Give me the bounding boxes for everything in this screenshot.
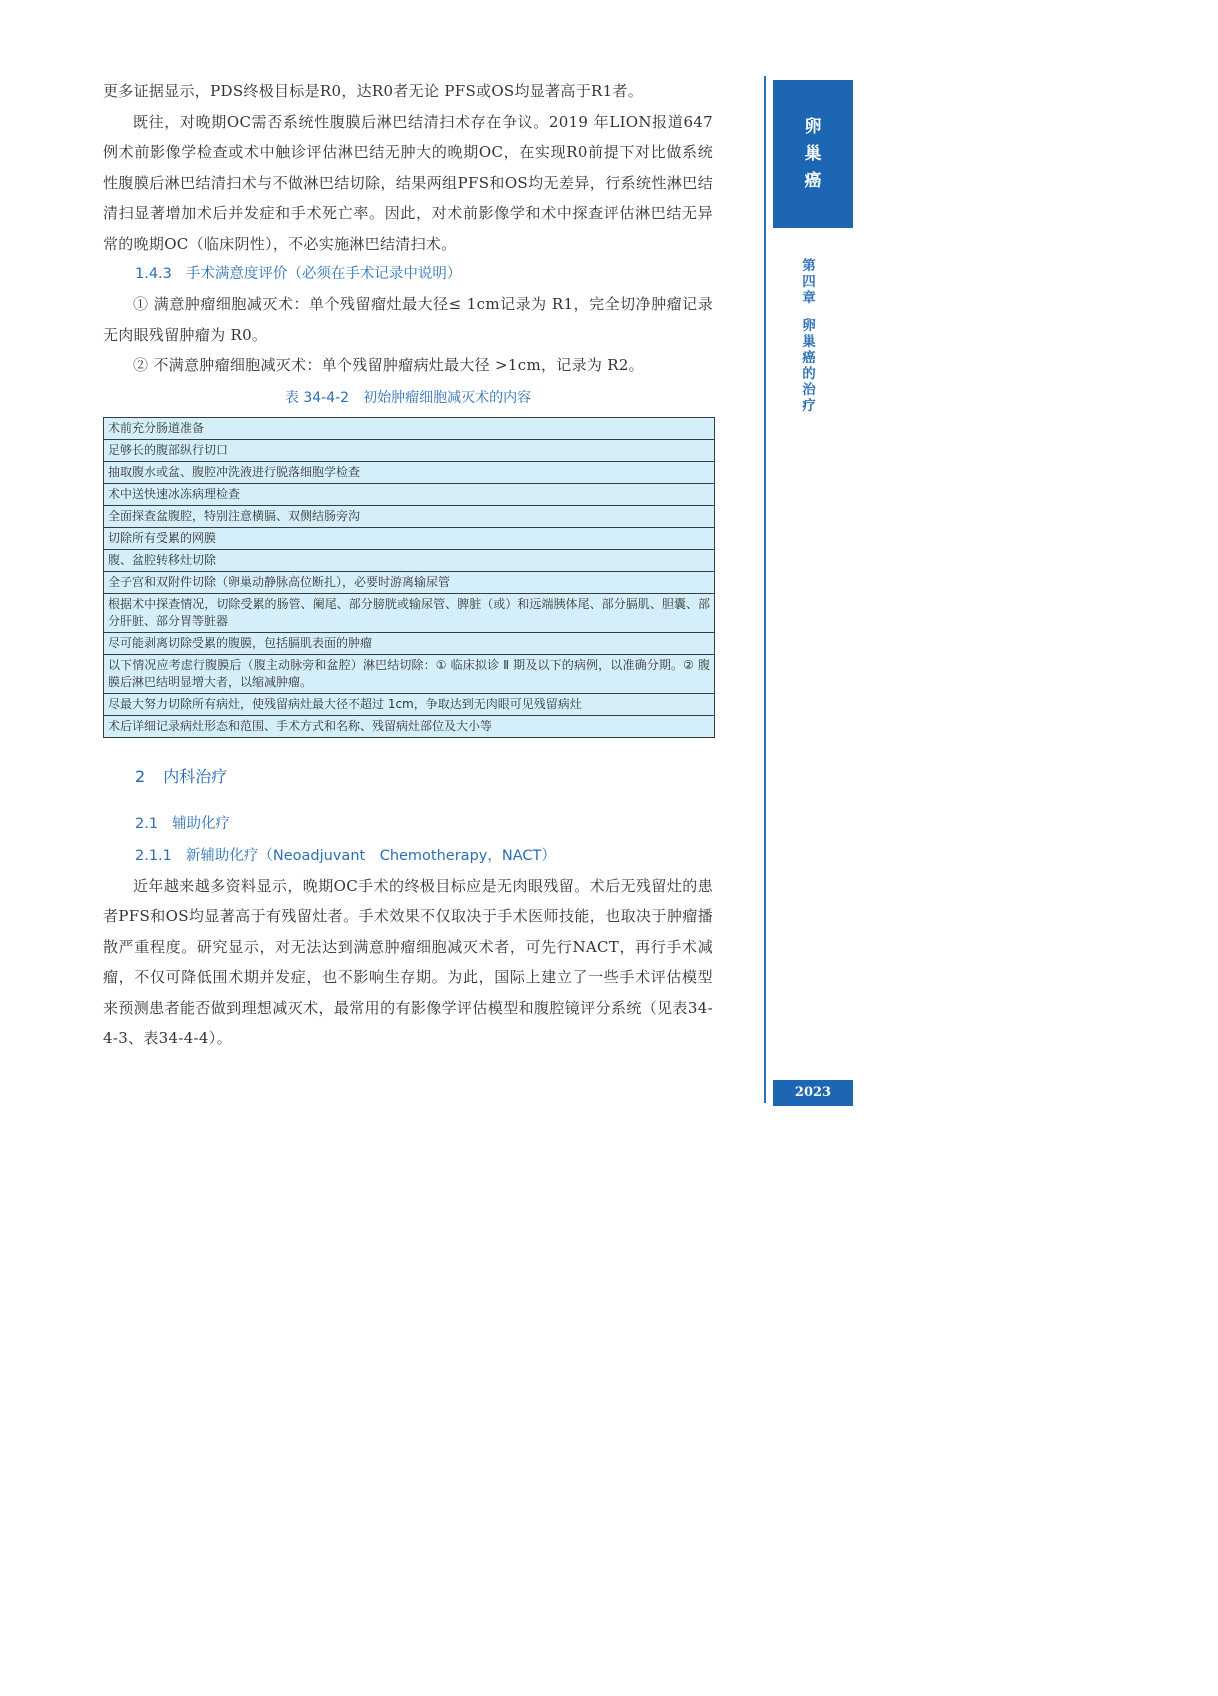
paragraph: 既往，对晚期OC需否系统性腹膜后淋巴结清扫术存在争议。2019 年LION报道647 例术前影像学检查或术中触诊评估淋巴结无肿大的晚期OC，在实现R0前提下对比做系统性腹膜后淋巴结清扫术与不做淋巴结切除，结果两组PFS和OS均无差异，行系统性淋巴结清扫显著增加术后并发症和手术死亡率。因此，对术前影像学和术中探查评估淋巴结无异常的晚期OC（临床阴性），不必实施淋巴结清扫术。 bbox=[103, 112, 713, 253]
section-heading-2-1-1 bbox=[135, 841, 713, 871]
side-char: 四 bbox=[802, 274, 816, 290]
paragraph: ② 不满意肿瘤细胞减灭术：单个残留肿瘤病灶最大径 >1cm，记录为 R2。 bbox=[133, 356, 644, 374]
side-char: 疗 bbox=[802, 398, 816, 414]
table-row bbox=[104, 483, 715, 505]
chapter-side-title bbox=[800, 258, 818, 414]
table-cell: 尽可能剥离切除受累的腹膜，包括膈肌表面的肿瘤 bbox=[104, 632, 715, 654]
side-char: 巢 bbox=[802, 334, 816, 350]
table-cell: 术中送快速冰冻病理检查 bbox=[104, 483, 715, 505]
paragraph: 更多证据显示，PDS终极目标是R0，达R0者无论 PFS或OS均显著高于R1者。 bbox=[103, 82, 644, 100]
table-cell: 术前充分肠道准备 bbox=[104, 417, 715, 439]
table-row bbox=[104, 715, 715, 737]
tab-char: 癌 bbox=[804, 170, 822, 191]
table-row bbox=[104, 505, 715, 527]
side-char: 章 bbox=[802, 290, 816, 306]
table-row bbox=[104, 693, 715, 715]
section-number: 1.4.3 bbox=[135, 266, 172, 282]
table-cell: 全面探查盆腹腔，特别注意横膈、双侧结肠旁沟 bbox=[104, 505, 715, 527]
content-table bbox=[103, 417, 715, 738]
side-char: 癌 bbox=[802, 350, 816, 366]
table-cell: 尽最大努力切除所有病灶，使残留病灶最大径不超过 1cm，争取达到无肉眼可见残留病灶 bbox=[104, 693, 715, 715]
table-row bbox=[104, 417, 715, 439]
table-row bbox=[104, 439, 715, 461]
page-number: 2023 bbox=[773, 1080, 853, 1106]
page-body bbox=[103, 76, 713, 1054]
section-title: 手术满意度评价（必须在手术记录中说明） bbox=[185, 266, 462, 282]
table-cell: 抽取腹水或盆、腹腔冲洗液进行脱落细胞学检查 bbox=[104, 461, 715, 483]
side-char: 第 bbox=[802, 258, 816, 274]
table-cell: 根据术中探查情况，切除受累的肠管、阑尾、部分膀胱或输尿管、脾脏（或）和远端胰体尾、部分膈肌、胆囊、部分肝脏、部分胃等脏器 bbox=[104, 593, 715, 632]
section-heading-2-1 bbox=[135, 809, 713, 839]
table-cell: 切除所有受累的网膜 bbox=[104, 527, 715, 549]
section-title: 辅助化疗 bbox=[172, 815, 231, 832]
table-cell: 术后详细记录病灶形态和范围、手术方式和名称、残留病灶部位及大小等 bbox=[104, 715, 715, 737]
section-number: 2.1.1 bbox=[135, 847, 172, 864]
table-row bbox=[104, 571, 715, 593]
section-title: 内科治疗 bbox=[163, 766, 228, 786]
table-cell: 足够长的腹部纵行切口 bbox=[104, 439, 715, 461]
table-row bbox=[104, 632, 715, 654]
table-cell: 以下情况应考虑行腹膜后（腹主动脉旁和盆腔）淋巴结切除：① 临床拟诊 Ⅱ 期及以下的病例，以准确分期。② 腹膜后淋巴结明显增大者，以缩减肿瘤。 bbox=[104, 654, 715, 693]
side-char: 的 bbox=[802, 366, 816, 382]
table-row bbox=[104, 654, 715, 693]
section-number: 2.1 bbox=[135, 815, 159, 832]
margin-rule bbox=[764, 76, 766, 1103]
table-row bbox=[104, 461, 715, 483]
table-cell: 腹、盆腔转移灶切除 bbox=[104, 549, 715, 571]
tab-char: 卵 bbox=[804, 116, 822, 137]
table-cell: 全子宫和双附件切除（卵巢动静脉高位断扎），必要时游离输尿管 bbox=[104, 571, 715, 593]
side-char: 治 bbox=[802, 382, 816, 398]
section-number: 2 bbox=[135, 766, 146, 786]
section-heading-2 bbox=[135, 764, 713, 787]
paragraph: ① 满意肿瘤细胞减灭术：单个残留瘤灶最大径≤ 1cm记录为 R1，完全切净肿瘤记录无肉眼残留肿瘤为 R0。 bbox=[103, 295, 713, 344]
chapter-tab bbox=[773, 80, 853, 228]
section-heading-1-4-3 bbox=[135, 259, 713, 289]
table-title: 表 34-4-2 初始肿瘤细胞减灭术的内容 bbox=[284, 389, 532, 406]
table-row bbox=[104, 549, 715, 571]
table-row bbox=[104, 527, 715, 549]
spacer bbox=[800, 306, 818, 318]
side-char: 卵 bbox=[802, 318, 816, 334]
section-title: 新辅助化疗（Neoadjuvant Chemotherapy，NACT） bbox=[185, 847, 556, 864]
table-row bbox=[104, 593, 715, 632]
tab-char: 巢 bbox=[804, 143, 822, 164]
paragraph: 近年越来越多资料显示，晚期OC手术的终极目标应是无肉眼残留。术后无残留灶的患者PFS和OS均显著高于有残留灶者。手术效果不仅取决于手术医师技能，也取决于肿瘤播散严重程度。研究显示，对无法达到满意肿瘤细胞减灭术者，可先行NACT，再行手术减瘤，不仅可降低围术期并发症，也不影响生存期。为此，国际上建立了一些手术评估模型来预测患者能否做到理想减灭术，最常用的有影像学评估模型和腹腔镜评分系统（见表34-4-3、表34-4-4）。 bbox=[103, 876, 713, 1047]
